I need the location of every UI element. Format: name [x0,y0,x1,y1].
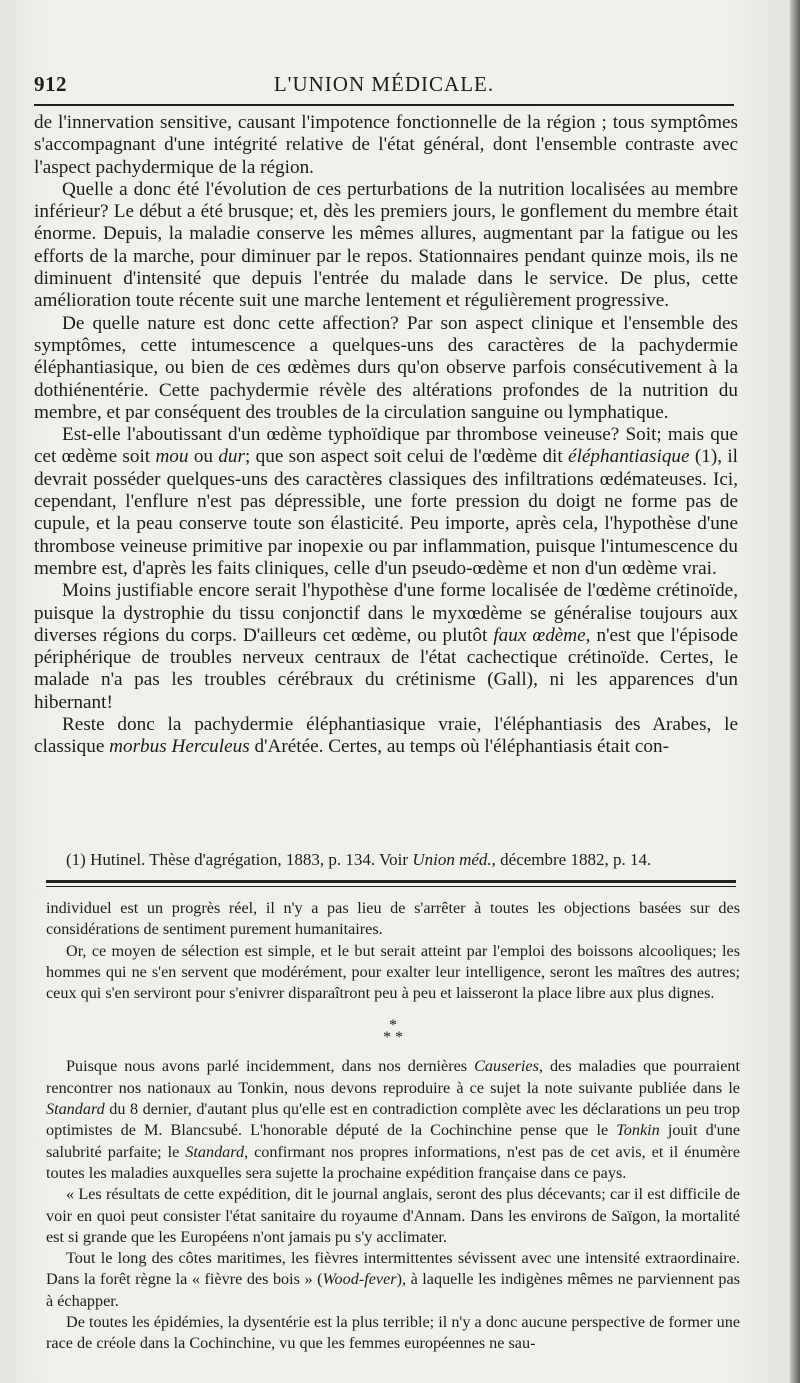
italic-faux-oedeme: faux œdème [493,624,586,646]
asterism-top: * [389,1017,397,1035]
paragraph-3-text-e: , confirmant nos propres informations, n'est pas de cet avis, et il énumère toutes les maladies auxquelles sera sujette la prochaine expédition française dans ce pays. [46,1142,741,1182]
section-rule-thick [46,880,736,883]
paragraph-1: de l'innervation sensitive, causant l'impotence fonctionnelle de la région ; tous symptômes s'accompagnant d'une intégrité relative de l'état général, dont l'ensemble contraste avec l'aspect pachydermique de la région. [34,112,738,178]
page-number: 912 [34,72,67,96]
paragraph-5-text-b: , n'est que l'épisode périphérique de troubles nerveux centraux de l'état cachectique crétinoïde. Certes, le malade n'a pas les troubles cérébraux du crétinisme (Gall), ni les apparences d'un hibernant! [34,624,738,713]
feuilleton-paragraph-5 [46,1248,740,1312]
feuilleton-paragraph-6: De toutes les épidémies, la dysentérie est la plus terrible; il n'y a donc aucune perspective de former une race de créole dans la Cochinchine, vu que les femmes européennes ne sau- [46,1313,740,1353]
paragraph-5-text-a: Tout le long des côtes maritimes, les fièvres intermittentes sévissent avec une intensité extraordinaire. Dans la forêt règne la « fièvre des bois » ( [46,1249,740,1289]
paragraph-4-text-b: ou [188,446,219,468]
paragraph-3-text-b: , des maladies que pourraient rencontrer nos nationaux au Tonkin, nous devons reproduire à ce sujet la note suivante publiée dans le [46,1057,740,1097]
italic-tonkin: Tonkin [616,1121,660,1140]
paragraph-5 [34,580,738,714]
italic-standard: Standard [46,1100,105,1119]
main-article [34,112,738,759]
italic-elephantiasique: éléphantiasique [568,446,690,468]
paragraph-2: Quelle a donc été l'évolution de ces perturbations de la nutrition localisées au membre inférieur? Le début a été brusque; et, dès les premiers jours, le gonflement du membre était énorme. Depuis, la maladie conserve les mêmes allures, augmentant par la fatigue ou les efforts de la marche, pour diminuer par le repos. Stationnaires pendant quinze mois, ils ne diminuent d'intensité que depuis l'entrée du malade dans le service. De plus, cette amélioration toute récente suit une marche lentement et régulièrement progressive. [34,178,738,312]
page-header [34,72,734,102]
paragraph-3: De quelle nature est donc cette affection? Par son aspect clinique et l'ensemble des symptômes, cette intumescence a quelques-uns des caractères de la pachydermie éléphantiasique, ou bien de ces œdèmes durs qu'on observe parfois consécutivement à la dothiénentérie. Cette pachydermie révèle des altérations profondes de la nutrition du membre, et par conséquent des troubles de la circulation sanguine ou lymphatique. [34,312,738,423]
italic-mou: mou [155,446,189,468]
paragraph-4-text-d: (1), il devrait posséder quelques-uns des caractères classiques des infiltrations œdémateuses. Ici, cependant, l'enflure n'est pas dépressible, une forte pression du doigt ne forme pas de cupule, et la peau conserve toute son élasticité. Peu importe, après cela, l'hypothèse d'une thrombose veineuse primitive par inopexie ou par inflammation, puisque l'intumescence du membre est, d'après les faits cliniques, celle d'un pseudo-œdème et non d'un œdème vrai. [34,446,739,579]
asterism-separator [46,1017,740,1047]
feuilleton-paragraph-4: « Les résultats de cette expédition, dit le journal anglais, seront des plus décevants; car il est difficile de voir en quoi peut consister l'état sanitaire du royaume d'Annam. Dans les environs de Saïgon, la mortalité est si grande que les Européens n'ont jamais pu s'y acclimater. [46,1185,740,1246]
feuilleton-column [46,898,740,1355]
page-edge-shadow [790,0,800,1383]
paragraph-3-text-a: Puisque nous avons parlé incidemment, dans nos dernières [66,1057,475,1076]
paragraph-4-text-c: ; que son aspect soit celui de l'œdème dit [244,446,569,468]
paragraph-5-text-a: Moins justifiable encore serait l'hypothèse d'une forme localisée de l'œdème crétinoïde, puisque la dystrophie du tissu conjonctif dans le myxœdème se généralise toujours aux diverses régions du corps. D'ailleurs cet œdème, ou plutôt [34,580,738,646]
italic-standard-2: Standard [185,1142,245,1161]
paragraph-4 [34,424,738,580]
feuilleton-paragraph-3 [46,1056,740,1184]
italic-dur: dur [218,446,245,468]
footnote [66,849,716,871]
italic-causeries: Causeries [474,1057,539,1076]
feuilleton-paragraph-1: individuel est un progrès réel, il n'y a pas lieu de s'arrêter à toutes les objections basées sur des considérations de sentiment purement humanitaires. [46,899,740,939]
header-rule [34,104,734,106]
footnote-text-a: (1) Hutinel. Thèse d'agrégation, 1883, p. 134. Voir [66,850,413,869]
italic-wood-fever: Wood-fever [322,1270,397,1289]
section-rule-thin [46,886,736,887]
paragraph-4-text-a: Est-elle l'aboutissant d'un œdème typhoïdique par thrombose veineuse? Soit; mais que cet œdème soit [34,424,738,468]
paragraph-6 [34,714,738,759]
italic-morbus-herculeus: morbus Herculeus [109,736,250,758]
paragraph-3-text-c: du 8 dernier, d'autant plus qu'elle est en contradiction complète avec les déclarations un peu trop optimistes de M. Blancsubé. L'honorable député de la Cochinchine pense que le [46,1100,740,1140]
paragraph-5-text-b: ), à laquelle les indigènes mêmes ne parviennent pas à échapper. [46,1270,740,1310]
footnote-journal: Union méd. [412,850,492,869]
running-title: L'UNION MÉDICALE. [273,72,495,96]
paragraph-6-text-a: Reste donc la pachydermie éléphantiasique vraie, l'éléphantiasis des Arabes, le classique [34,714,738,758]
paragraph-3-text-d: jouit d'une salubrité parfaite; le [46,1121,741,1161]
footnote-text-b: , décembre 1882, p. 14. [491,850,652,869]
paragraph-6-text-b: d'Arétée. Certes, au temps où l'éléphantiasis était con- [249,736,669,758]
feuilleton-paragraph-2: Or, ce moyen de sélection est simple, et le but serait atteint par l'emploi des boissons alcooliques; les hommes qui ne s'en servent que modérément, pour exalter leur intelligence, seront les maîtres des autres; ceux qui s'en serviront pour s'enivrer disparaîtront peu à peu et laisseront la place libre aux plus dignes. [46,941,740,1003]
asterism-bottom: * * [383,1029,403,1047]
